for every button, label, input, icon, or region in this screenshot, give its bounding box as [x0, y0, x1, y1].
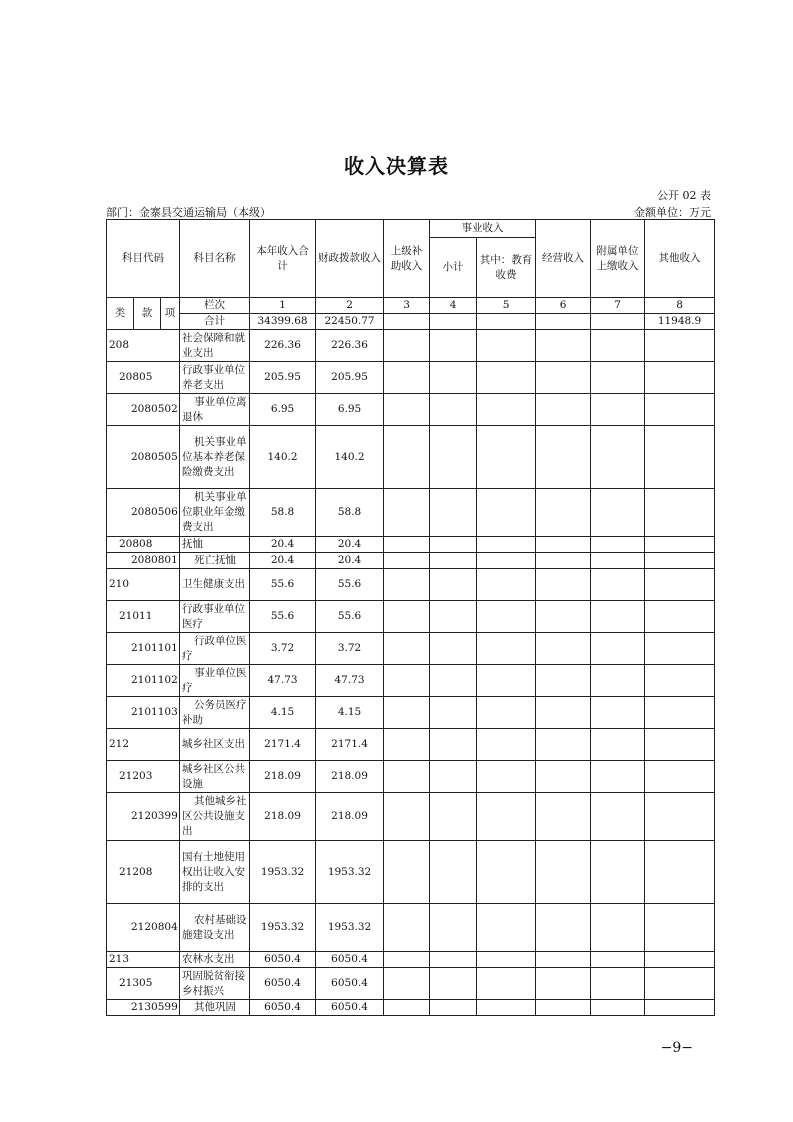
empty-cell — [384, 569, 430, 601]
fiscal-income-cell: 218.09 — [316, 793, 384, 841]
empty-cell — [430, 904, 477, 952]
header-operating: 经营收入 — [536, 220, 591, 298]
empty-cell — [536, 537, 591, 553]
empty-cell — [477, 633, 536, 665]
fiscal-income-cell: 55.6 — [316, 601, 384, 633]
empty-cell — [477, 729, 536, 761]
column-number: 3 — [384, 298, 430, 314]
total-value — [384, 314, 430, 330]
subject-code: 2130599 — [107, 1000, 180, 1016]
subject-name: 机关事业单位基本养老保险缴费支出 — [180, 426, 250, 489]
empty-cell — [536, 633, 591, 665]
total-value — [430, 314, 477, 330]
table-row — [107, 489, 715, 537]
empty-cell — [477, 952, 536, 968]
subject-name: 卫生健康支出 — [180, 569, 250, 601]
table-row — [107, 665, 715, 697]
empty-cell — [645, 569, 715, 601]
subject-code: 2080506 — [107, 489, 180, 537]
table-row — [107, 729, 715, 761]
column-number: 1 — [250, 298, 316, 314]
subject-name: 死亡抚恤 — [180, 553, 250, 569]
total-income-cell: 55.6 — [250, 601, 316, 633]
total-value — [591, 314, 645, 330]
fiscal-income-cell: 6050.4 — [316, 1000, 384, 1016]
total-income-cell: 58.8 — [250, 489, 316, 537]
empty-cell — [591, 330, 645, 362]
empty-cell — [477, 841, 536, 904]
empty-cell — [430, 537, 477, 553]
subject-code: 21011 — [107, 601, 180, 633]
header-superior: 上级补助收入 — [384, 220, 430, 298]
amount-unit-label: 金额单位：万元 — [634, 206, 711, 219]
total-income-cell: 218.09 — [250, 761, 316, 793]
total-income-cell: 6050.4 — [250, 1000, 316, 1016]
empty-cell — [430, 968, 477, 1000]
subject-name: 巩固脱贫衔接乡村振兴 — [180, 968, 250, 1000]
empty-cell — [536, 793, 591, 841]
empty-cell — [477, 362, 536, 394]
department-label: 部门：金寨县交通运输局（本级） — [106, 206, 271, 219]
empty-cell — [591, 569, 645, 601]
empty-cell — [645, 729, 715, 761]
empty-cell — [384, 633, 430, 665]
fiscal-income-cell: 58.8 — [316, 489, 384, 537]
table-row — [107, 426, 715, 489]
table-row — [107, 537, 715, 553]
empty-cell — [591, 729, 645, 761]
subject-code: 2080801 — [107, 553, 180, 569]
empty-cell — [430, 1000, 477, 1016]
empty-cell — [536, 968, 591, 1000]
empty-cell — [477, 793, 536, 841]
table-row — [107, 553, 715, 569]
empty-cell — [591, 537, 645, 553]
empty-cell — [384, 761, 430, 793]
fiscal-income-cell: 2171.4 — [316, 729, 384, 761]
empty-cell — [536, 553, 591, 569]
total-income-cell: 1953.32 — [250, 841, 316, 904]
header-subtotal: 小计 — [430, 238, 477, 298]
total-value — [477, 314, 536, 330]
empty-cell — [591, 904, 645, 952]
empty-cell — [536, 729, 591, 761]
subject-code: 213 — [107, 952, 180, 968]
total-income-cell: 6.95 — [250, 394, 316, 426]
empty-cell — [477, 330, 536, 362]
table-row — [107, 362, 715, 394]
header-business: 事业收入 — [430, 220, 536, 238]
table-row — [107, 968, 715, 1000]
total-income-cell: 4.15 — [250, 697, 316, 729]
empty-cell — [591, 968, 645, 1000]
empty-cell — [645, 841, 715, 904]
empty-cell — [591, 665, 645, 697]
empty-cell — [430, 362, 477, 394]
total-income-cell: 218.09 — [250, 793, 316, 841]
fiscal-income-cell: 6050.4 — [316, 952, 384, 968]
empty-cell — [430, 952, 477, 968]
empty-cell — [591, 553, 645, 569]
empty-cell — [591, 362, 645, 394]
empty-cell — [384, 362, 430, 394]
subject-code: 20808 — [107, 537, 180, 553]
empty-cell — [384, 537, 430, 553]
fiscal-income-cell: 47.73 — [316, 665, 384, 697]
empty-cell — [384, 330, 430, 362]
fiscal-income-cell: 1953.32 — [316, 841, 384, 904]
fiscal-income-cell: 4.15 — [316, 697, 384, 729]
total-income-cell: 6050.4 — [250, 952, 316, 968]
subject-name: 农林水支出 — [180, 952, 250, 968]
header-code: 科目代码 — [107, 220, 180, 298]
empty-cell — [645, 601, 715, 633]
empty-cell — [536, 1000, 591, 1016]
empty-cell — [645, 793, 715, 841]
empty-cell — [477, 489, 536, 537]
empty-cell — [645, 489, 715, 537]
empty-cell — [430, 394, 477, 426]
subject-name: 城乡社区支出 — [180, 729, 250, 761]
empty-cell — [477, 601, 536, 633]
total-value: 34399.68 — [250, 314, 316, 330]
column-number: 4 — [430, 298, 477, 314]
empty-cell — [645, 537, 715, 553]
total-value — [536, 314, 591, 330]
table-row — [107, 1000, 715, 1016]
fiscal-income-cell: 226.36 — [316, 330, 384, 362]
subject-code: 2080502 — [107, 394, 180, 426]
total-value: 22450.77 — [316, 314, 384, 330]
subject-name: 行政事业单位医疗 — [180, 601, 250, 633]
subject-code: 2080505 — [107, 426, 180, 489]
empty-cell — [477, 553, 536, 569]
empty-cell — [430, 793, 477, 841]
empty-cell — [477, 761, 536, 793]
subject-code: 2101103 — [107, 697, 180, 729]
empty-cell — [645, 330, 715, 362]
fiscal-income-cell: 140.2 — [316, 426, 384, 489]
empty-cell — [591, 841, 645, 904]
empty-cell — [536, 426, 591, 489]
empty-cell — [384, 553, 430, 569]
empty-cell — [591, 489, 645, 537]
subject-code: 21208 — [107, 841, 180, 904]
empty-cell — [645, 968, 715, 1000]
empty-cell — [384, 601, 430, 633]
header-other: 其他收入 — [645, 220, 715, 298]
empty-cell — [384, 793, 430, 841]
subject-name: 事业单位离退休 — [180, 394, 250, 426]
total-income-cell: 2171.4 — [250, 729, 316, 761]
header-fiscal: 财政拨款收入 — [316, 220, 384, 298]
empty-cell — [591, 1000, 645, 1016]
total-income-cell: 140.2 — [250, 426, 316, 489]
total-label: 合计 — [180, 314, 250, 330]
empty-cell — [477, 426, 536, 489]
empty-cell — [384, 841, 430, 904]
empty-cell — [645, 761, 715, 793]
header-education: 其中：教育收费 — [477, 238, 536, 298]
empty-cell — [477, 1000, 536, 1016]
subject-code: 208 — [107, 330, 180, 362]
empty-cell — [536, 601, 591, 633]
empty-cell — [591, 601, 645, 633]
empty-cell — [536, 697, 591, 729]
empty-cell — [536, 761, 591, 793]
empty-cell — [477, 394, 536, 426]
empty-cell — [430, 697, 477, 729]
empty-cell — [384, 394, 430, 426]
empty-cell — [536, 362, 591, 394]
fiscal-income-cell: 55.6 — [316, 569, 384, 601]
table-row — [107, 793, 715, 841]
empty-cell — [477, 665, 536, 697]
table-row — [107, 601, 715, 633]
empty-cell — [477, 537, 536, 553]
total-income-cell: 205.95 — [250, 362, 316, 394]
empty-cell — [591, 952, 645, 968]
empty-cell — [536, 394, 591, 426]
total-row — [107, 314, 715, 330]
total-income-cell: 20.4 — [250, 537, 316, 553]
subject-name: 其他巩固 — [180, 1000, 250, 1016]
table-row — [107, 394, 715, 426]
header-kuan: 款 — [134, 298, 161, 330]
fiscal-income-cell: 218.09 — [316, 761, 384, 793]
column-number: 6 — [536, 298, 591, 314]
column-number: 2 — [316, 298, 384, 314]
table-row — [107, 841, 715, 904]
column-number: 5 — [477, 298, 536, 314]
empty-cell — [536, 841, 591, 904]
empty-cell — [430, 330, 477, 362]
header-row — [107, 220, 715, 238]
column-number: 7 — [591, 298, 645, 314]
total-income-cell: 3.72 — [250, 633, 316, 665]
subject-name: 其他城乡社区公共设施支出 — [180, 793, 250, 841]
table-row — [107, 904, 715, 952]
header-affiliated: 附属单位上缴收入 — [591, 220, 645, 298]
empty-cell — [430, 633, 477, 665]
empty-cell — [536, 952, 591, 968]
empty-cell — [384, 697, 430, 729]
empty-cell — [384, 904, 430, 952]
empty-cell — [477, 569, 536, 601]
total-income-cell: 226.36 — [250, 330, 316, 362]
page-title: 收入决算表 — [344, 154, 449, 178]
empty-cell — [591, 761, 645, 793]
table-row — [107, 697, 715, 729]
subject-name: 机关事业单位职业年金缴费支出 — [180, 489, 250, 537]
empty-cell — [384, 968, 430, 1000]
total-income-cell: 47.73 — [250, 665, 316, 697]
empty-cell — [430, 601, 477, 633]
empty-cell — [591, 633, 645, 665]
empty-cell — [430, 489, 477, 537]
empty-cell — [430, 553, 477, 569]
empty-cell — [384, 489, 430, 537]
total-income-cell: 6050.4 — [250, 968, 316, 1000]
fiscal-income-cell: 20.4 — [316, 553, 384, 569]
empty-cell — [645, 394, 715, 426]
empty-cell — [477, 904, 536, 952]
subject-code: 212 — [107, 729, 180, 761]
empty-cell — [430, 569, 477, 601]
subject-name: 农村基础设施建设支出 — [180, 904, 250, 952]
empty-cell — [591, 793, 645, 841]
empty-cell — [430, 665, 477, 697]
empty-cell — [536, 904, 591, 952]
empty-cell — [591, 426, 645, 489]
table-row — [107, 761, 715, 793]
total-income-cell: 1953.32 — [250, 904, 316, 952]
total-income-cell: 55.6 — [250, 569, 316, 601]
empty-cell — [430, 426, 477, 489]
subject-code: 20805 — [107, 362, 180, 394]
empty-cell — [645, 697, 715, 729]
table-row — [107, 330, 715, 362]
empty-cell — [536, 330, 591, 362]
empty-cell — [384, 952, 430, 968]
empty-cell — [645, 362, 715, 394]
fiscal-income-cell: 6.95 — [316, 394, 384, 426]
empty-cell — [430, 729, 477, 761]
header-lei: 类 — [107, 298, 134, 330]
subject-code: 210 — [107, 569, 180, 601]
page-number: −9− — [660, 1040, 693, 1056]
header-xiang: 项 — [161, 298, 180, 330]
empty-cell — [384, 426, 430, 489]
fiscal-income-cell: 20.4 — [316, 537, 384, 553]
fiscal-income-cell: 1953.32 — [316, 904, 384, 952]
empty-cell — [430, 841, 477, 904]
empty-cell — [384, 665, 430, 697]
subject-code: 2101101 — [107, 633, 180, 665]
empty-cell — [430, 761, 477, 793]
column-number-row — [107, 298, 715, 314]
empty-cell — [645, 633, 715, 665]
empty-cell — [477, 697, 536, 729]
empty-cell — [645, 553, 715, 569]
empty-cell — [536, 489, 591, 537]
header-total: 本年收入合计 — [250, 220, 316, 298]
empty-cell — [384, 1000, 430, 1016]
subject-name: 抚恤 — [180, 537, 250, 553]
header-column-no: 栏次 — [180, 298, 250, 314]
fiscal-income-cell: 205.95 — [316, 362, 384, 394]
empty-cell — [536, 569, 591, 601]
empty-cell — [645, 904, 715, 952]
subject-name: 社会保障和就业支出 — [180, 330, 250, 362]
total-value: 11948.9 — [645, 314, 715, 330]
table-row — [107, 952, 715, 968]
empty-cell — [645, 1000, 715, 1016]
subject-name: 公务员医疗补助 — [180, 697, 250, 729]
subject-code: 2120399 — [107, 793, 180, 841]
table-row — [107, 633, 715, 665]
subject-code: 21203 — [107, 761, 180, 793]
total-income-cell: 20.4 — [250, 553, 316, 569]
header-name: 科目名称 — [180, 220, 250, 298]
subject-code: 2101102 — [107, 665, 180, 697]
fiscal-income-cell: 3.72 — [316, 633, 384, 665]
subject-code: 2120804 — [107, 904, 180, 952]
fiscal-income-cell: 6050.4 — [316, 968, 384, 1000]
empty-cell — [591, 394, 645, 426]
empty-cell — [384, 729, 430, 761]
subject-name: 行政单位医疗 — [180, 633, 250, 665]
form-number: 公开 02 表 — [657, 189, 711, 202]
empty-cell — [645, 426, 715, 489]
column-number: 8 — [645, 298, 715, 314]
empty-cell — [645, 952, 715, 968]
subject-name: 国有土地使用权出让收入安排的支出 — [180, 841, 250, 904]
subject-name: 事业单位医疗 — [180, 665, 250, 697]
table-row — [107, 569, 715, 601]
subject-code: 21305 — [107, 968, 180, 1000]
empty-cell — [645, 665, 715, 697]
empty-cell — [536, 665, 591, 697]
income-table — [106, 219, 715, 1016]
subject-name: 行政事业单位养老支出 — [180, 362, 250, 394]
subject-name: 城乡社区公共设施 — [180, 761, 250, 793]
empty-cell — [591, 697, 645, 729]
empty-cell — [477, 968, 536, 1000]
